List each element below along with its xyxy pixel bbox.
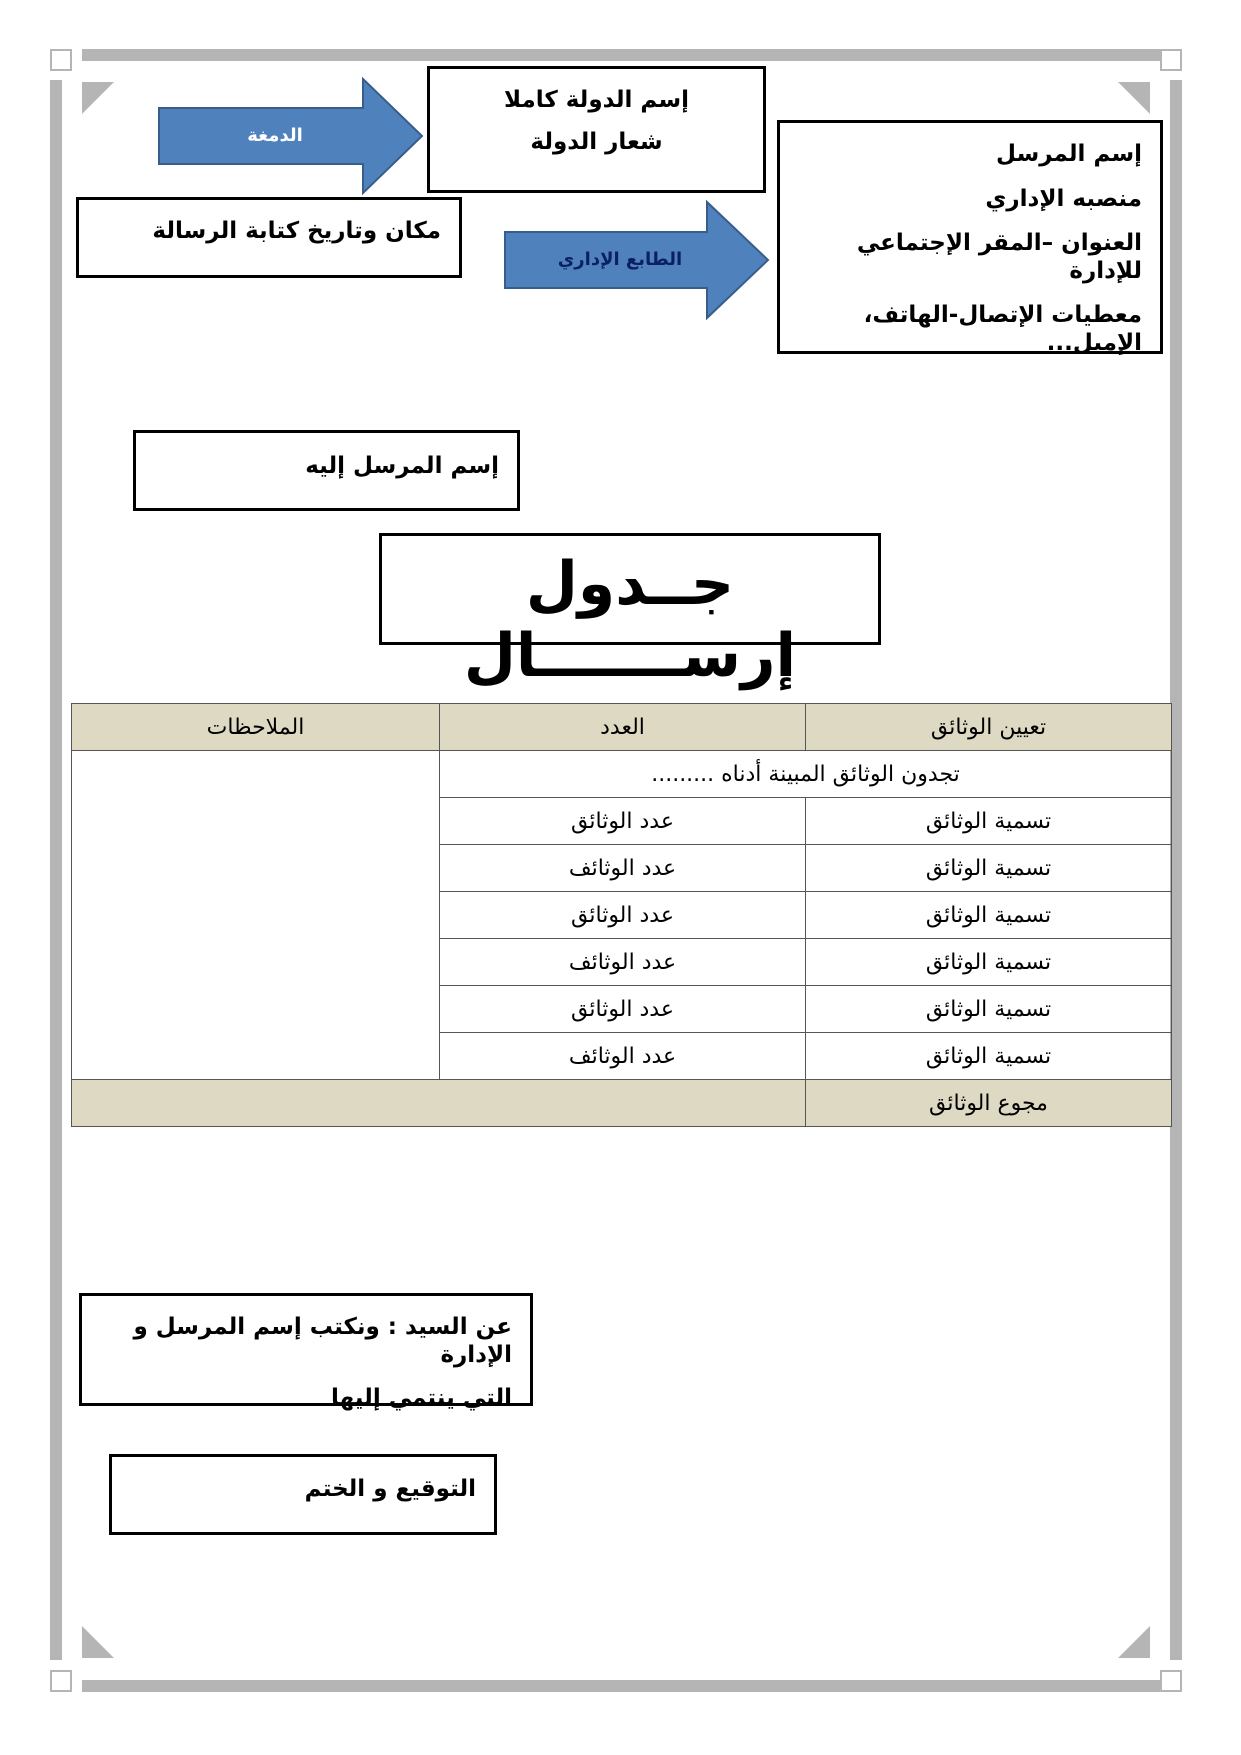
sender-box	[777, 120, 1163, 354]
state-emblem: شعار الدولة	[530, 128, 663, 155]
document-count: عدد الوثائق	[440, 798, 806, 845]
total-label: مجوع الوثائق	[806, 1080, 1172, 1127]
state-name: إسم الدولة كاملا	[504, 87, 689, 113]
sender-name: إسم المرسل	[996, 141, 1142, 167]
state-name-box	[427, 66, 766, 193]
document-count: عدد الوثائف	[440, 845, 806, 892]
place-date-box	[76, 197, 462, 278]
document-name: تسمية الوثائق	[806, 986, 1172, 1033]
document-count: عدد الوثائق	[440, 986, 806, 1033]
header-notes: الملاحظات	[72, 704, 440, 751]
table-row	[72, 751, 1172, 798]
page-title: جــدول إرســـــــال	[463, 549, 797, 691]
signature-label: التوقيع و الختم	[304, 1476, 476, 1502]
document-count: عدد الوثائق	[440, 892, 806, 939]
document-name: تسمية الوثائق	[806, 892, 1172, 939]
documents-table	[71, 703, 1172, 1127]
header-count: العدد	[440, 704, 806, 751]
total-value	[72, 1080, 806, 1127]
intro-text: تجدون الوثائق المبينة أدناه .........	[440, 751, 1172, 798]
title-box	[379, 533, 881, 691]
sender-contact: معطيات الإتصال-الهاتف، الإميل...	[863, 302, 1142, 356]
sender-address: العنوان –المقر الإجتماعي للإدارة	[856, 230, 1142, 284]
signature-box	[109, 1454, 497, 1535]
document-count: عدد الوثائف	[440, 939, 806, 986]
on-behalf-line2: التي ينتمي إليها	[330, 1385, 512, 1412]
recipient-box	[133, 430, 520, 511]
on-behalf-line1: عن السيد : ونكتب إسم المرسل و الإدارة	[133, 1314, 512, 1368]
recipient-name: إسم المرسل إليه	[305, 453, 499, 479]
total-row	[72, 1080, 1172, 1127]
document-name: تسمية الوثائق	[806, 845, 1172, 892]
notes-cell	[72, 751, 440, 1080]
letterhead-label: الدمغة	[247, 125, 303, 146]
document-count: عدد الوثائف	[440, 1033, 806, 1080]
place-date: مكان وتاريخ كتابة الرسالة	[152, 218, 441, 244]
on-behalf-box	[79, 1293, 533, 1412]
admin-stamp-label: الطابع الإداري	[557, 249, 683, 270]
document-name: تسمية الوثائق	[806, 939, 1172, 986]
sender-position: منصبه الإداري	[985, 185, 1142, 212]
table-header-row	[72, 704, 1172, 751]
document-name: تسمية الوثائق	[806, 798, 1172, 845]
header-designation: تعيين الوثائق	[806, 704, 1172, 751]
document-name: تسمية الوثائق	[806, 1033, 1172, 1080]
